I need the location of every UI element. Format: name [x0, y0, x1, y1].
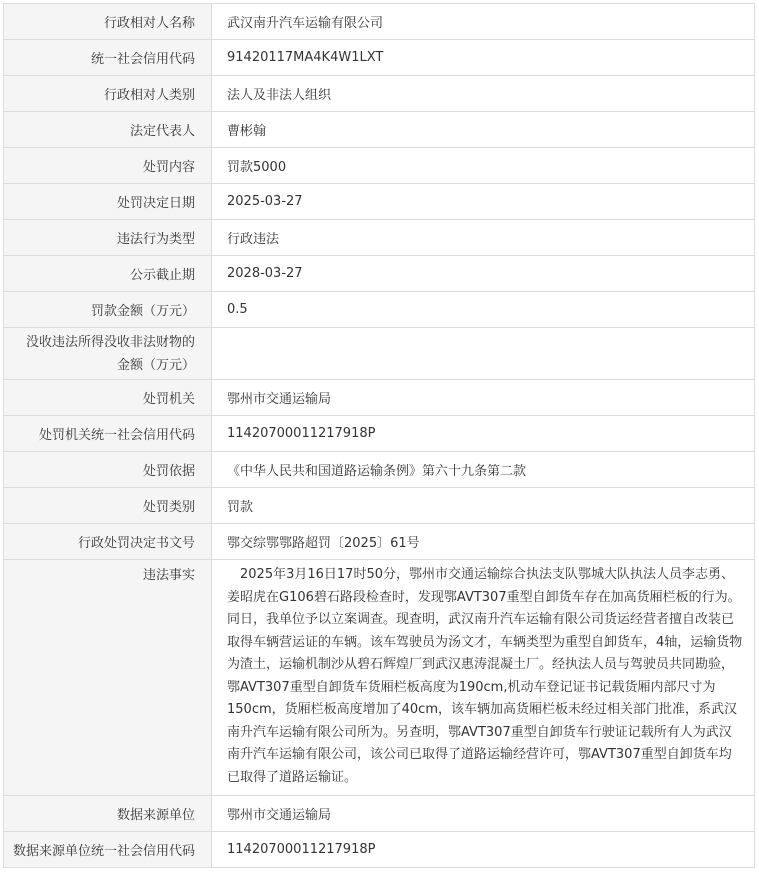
table-row [4, 488, 755, 524]
row-label: 处罚内容 [4, 148, 212, 184]
row-value: 2025-03-27 [212, 184, 755, 220]
row-label: 行政处罚决定书文号 [4, 524, 212, 560]
row-label: 数据来源单位 [4, 796, 212, 832]
row-value: 11420700011217918P [212, 832, 755, 868]
row-value: 鄂州市交通运输局 [212, 380, 755, 416]
table-row [4, 524, 755, 560]
table-row [4, 796, 755, 832]
row-label: 违法行为类型 [4, 220, 212, 256]
table-row [4, 292, 755, 328]
row-value: 《中华人民共和国道路运输条例》第六十九条第二款 [212, 452, 755, 488]
row-label: 统一社会信用代码 [4, 40, 212, 76]
table-row [4, 112, 755, 148]
table-row [4, 416, 755, 452]
row-label: 罚款金额（万元） [4, 292, 212, 328]
row-label: 处罚机关 [4, 380, 212, 416]
row-value: 11420700011217918P [212, 416, 755, 452]
row-value: 0.5 [212, 292, 755, 328]
row-label: 数据来源单位统一社会信用代码 [4, 832, 212, 868]
row-value: 行政违法 [212, 220, 755, 256]
row-value: 鄂州市交通运输局 [212, 796, 755, 832]
penalty-info-table [3, 3, 755, 868]
violation-facts-text: 2025年3月16日17时50分，鄂州市交通运输综合执法支队鄂城大队执法人员李志勇、姜昭虎在G106碧石路段检查时，发现鄂AVT307重型自卸货车存在加高货厢栏板的行为。同日，我单位予以立案调查。现查明，武汉南升汽车运输有限公司货运经营者擅自改装已取得车辆营运证的车辆。该车驾驶员为汤文才，车辆类型为重型自卸货车，4轴，运输货物为渣土，运输机制沙从碧石辉煌厂到武汉惠涛混凝土厂。经执法人员与驾驶员共同勘验，鄂AVT307重型自卸货车货厢栏板高度为190cm,机动车登记证书记载货厢内部尺寸为150cm，货厢栏板高度增加了40cm，该车辆加高货厢栏板未经过相关部门批准，系武汉南升汽车运输有限公司所为。另查明，鄂AVT307重型自卸货车行驶证记载所有人为武汉南升汽车运输有限公司，该公司已取得了道路运输经营许可，鄂AVT307重型自卸货车均已取得了道路运输证。 [212, 560, 755, 796]
row-value: 2028-03-27 [212, 256, 755, 292]
table-row [4, 560, 755, 796]
table-row [4, 832, 755, 868]
row-label: 处罚类别 [4, 488, 212, 524]
row-label: 行政相对人名称 [4, 4, 212, 40]
table-row [4, 40, 755, 76]
row-value: 法人及非法人组织 [212, 76, 755, 112]
table-row [4, 4, 755, 40]
table-row [4, 220, 755, 256]
row-value: 罚款 [212, 488, 755, 524]
row-label: 法定代表人 [4, 112, 212, 148]
row-value: 曹彬翰 [212, 112, 755, 148]
table-row [4, 76, 755, 112]
table-row [4, 380, 755, 416]
row-value: 武汉南升汽车运输有限公司 [212, 4, 755, 40]
row-value: 罚款5000 [212, 148, 755, 184]
table-row [4, 452, 755, 488]
row-label: 没收违法所得没收非法财物的金额（万元） [4, 328, 212, 380]
row-value: 91420117MA4K4W1LXT [212, 40, 755, 76]
table-row [4, 328, 755, 380]
table-row [4, 256, 755, 292]
row-label: 处罚依据 [4, 452, 212, 488]
row-label: 公示截止期 [4, 256, 212, 292]
row-value [212, 328, 755, 380]
row-label: 处罚机关统一社会信用代码 [4, 416, 212, 452]
table-row [4, 184, 755, 220]
row-label: 行政相对人类别 [4, 76, 212, 112]
row-label: 违法事实 [4, 560, 212, 796]
row-value: 鄂交综鄂鄂路超罚〔2025〕61号 [212, 524, 755, 560]
row-label: 处罚决定日期 [4, 184, 212, 220]
table-row [4, 148, 755, 184]
